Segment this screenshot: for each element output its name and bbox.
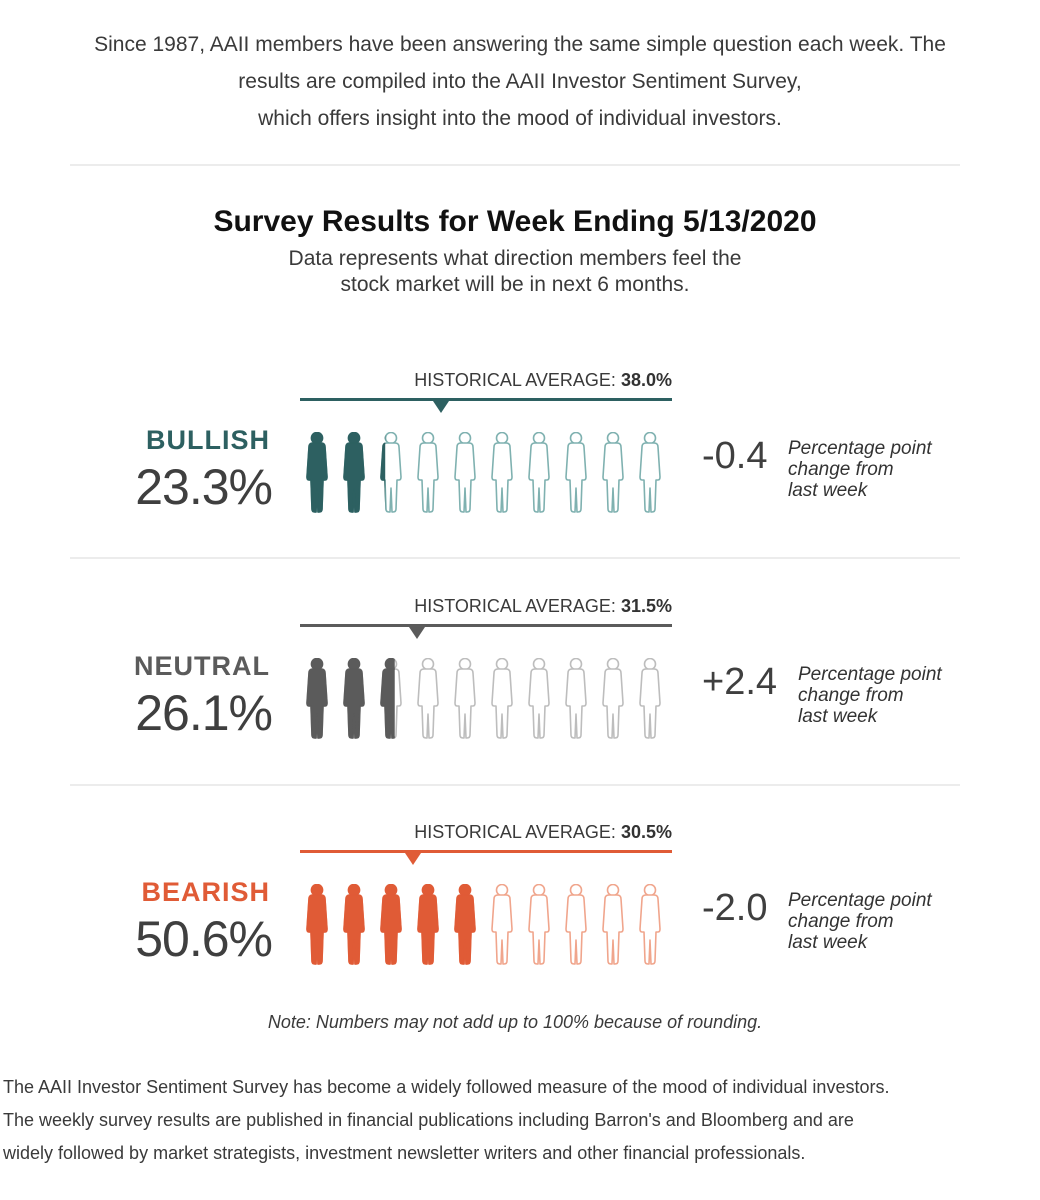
person-body-outline	[492, 443, 512, 512]
person-body-outline	[566, 895, 586, 964]
person-head-outline	[645, 659, 656, 670]
person-head-outline	[423, 433, 434, 444]
person-icon	[529, 885, 549, 965]
person-icon	[603, 885, 623, 965]
historical-average-marker	[431, 398, 451, 413]
weekly-change-value: -0.4	[702, 435, 768, 477]
historical-average-line	[300, 624, 672, 627]
neutral-section	[0, 596, 1040, 796]
bearish-section	[0, 822, 1040, 1022]
person-head-outline	[534, 885, 545, 896]
person-icon	[492, 659, 512, 739]
divider	[70, 164, 960, 166]
person-body-outline	[603, 669, 623, 738]
person-body-outline	[529, 895, 549, 964]
person-icon	[640, 659, 660, 739]
intro-line: results are compiled into the AAII Investor Sentiment Survey,	[238, 70, 802, 93]
person-body-outline	[529, 669, 549, 738]
person-icon	[492, 885, 512, 965]
category-percentage: 50.6%	[135, 911, 272, 967]
footer-line: The AAII Investor Sentiment Survey has become a widely followed measure of the mood of individual investors.	[3, 1077, 890, 1097]
person-icon	[418, 433, 438, 513]
rounding-note: Note: Numbers may not add up to 100% because of rounding.	[267, 1012, 763, 1032]
subtitle-line: Data represents what direction members feel the	[288, 247, 742, 270]
historical-average-label: HISTORICAL AVERAGE: 30.5%	[414, 822, 672, 842]
person-body-outline	[603, 895, 623, 964]
change-note: Percentage point change from last week	[798, 664, 942, 727]
historical-average-label: HISTORICAL AVERAGE: 31.5%	[414, 596, 672, 616]
historical-average-marker	[403, 850, 423, 865]
survey-subtitle	[0, 246, 1030, 298]
survey-title: Survey Results for Week Ending 5/13/2020	[213, 205, 817, 238]
person-icon	[640, 433, 660, 513]
historical-average-value: 38.0%	[620, 370, 672, 390]
category-label: BEARISH	[141, 877, 270, 907]
person-head-outline	[497, 659, 508, 670]
person-fill	[344, 432, 364, 512]
person-body-outline	[603, 443, 623, 512]
person-head-outline	[608, 659, 619, 670]
person-head-outline	[497, 885, 508, 896]
category-percentage: 26.1%	[135, 685, 272, 741]
category-label: NEUTRAL	[134, 651, 270, 681]
intro-text	[20, 26, 1020, 137]
person-body-outline	[640, 443, 660, 512]
divider	[70, 784, 960, 786]
person-icon	[529, 433, 549, 513]
person-head-outline	[534, 659, 545, 670]
person-icon	[603, 433, 623, 513]
person-icon	[455, 659, 475, 739]
person-body-outline	[566, 443, 586, 512]
weekly-change-value: -2.0	[702, 887, 768, 929]
person-fill	[418, 884, 438, 964]
divider	[70, 557, 960, 559]
person-body-outline	[455, 669, 475, 738]
person-body-outline	[418, 669, 438, 738]
person-head-outline	[645, 885, 656, 896]
person-head-outline	[534, 433, 545, 444]
person-fill	[344, 658, 364, 738]
historical-average-value: 30.5%	[620, 822, 672, 842]
bullish-section	[0, 370, 1040, 570]
intro-line: which offers insight into the mood of individual investors.	[258, 107, 782, 130]
historical-average-value: 31.5%	[620, 596, 672, 616]
footer-line: The weekly survey results are published in financial publications including Barron's and Bloomberg and are	[3, 1110, 854, 1130]
person-body-outline	[455, 443, 475, 512]
footer-line: widely followed by market strategists, investment newsletter writers and other financial professionals.	[3, 1143, 806, 1163]
person-icon	[492, 433, 512, 513]
person-fill	[307, 884, 327, 964]
person-icon	[603, 659, 623, 739]
person-icon	[418, 659, 438, 739]
person-fill	[307, 432, 327, 512]
person-icon-row	[300, 884, 672, 994]
person-head-outline	[608, 433, 619, 444]
person-fill	[455, 884, 475, 964]
category-percentage: 23.3%	[135, 459, 272, 515]
change-note: Percentage point change from last week	[788, 438, 932, 501]
person-icon	[566, 885, 586, 965]
person-head-outline	[571, 885, 582, 896]
person-icon-row	[300, 658, 672, 768]
footer-text	[3, 1071, 1038, 1170]
person-head-outline	[423, 659, 434, 670]
category-label: BULLISH	[146, 425, 270, 455]
weekly-change-value: +2.4	[702, 661, 778, 703]
person-icon	[566, 659, 586, 739]
person-head-outline	[571, 433, 582, 444]
person-head-outline	[645, 433, 656, 444]
intro-line: Since 1987, AAII members have been answering the same simple question each week. The	[94, 33, 946, 56]
person-body-outline	[418, 443, 438, 512]
person-body-outline	[566, 669, 586, 738]
person-icon	[529, 659, 549, 739]
person-body-outline	[529, 443, 549, 512]
person-fill	[307, 658, 327, 738]
person-icon-row	[300, 432, 672, 542]
person-body-outline	[640, 669, 660, 738]
person-fill	[344, 884, 364, 964]
historical-average-label: HISTORICAL AVERAGE: 38.0%	[414, 370, 672, 390]
person-icon	[455, 433, 475, 513]
historical-average-line	[300, 850, 672, 853]
historical-average-line	[300, 398, 672, 401]
change-note: Percentage point change from last week	[788, 890, 932, 953]
subtitle-line: stock market will be in next 6 months.	[340, 273, 690, 296]
person-head-outline	[608, 885, 619, 896]
person-body-outline	[492, 895, 512, 964]
person-head-outline	[497, 433, 508, 444]
historical-average-marker	[407, 624, 427, 639]
person-body-outline	[492, 669, 512, 738]
person-head-outline	[460, 433, 471, 444]
person-body-outline	[640, 895, 660, 964]
person-fill	[381, 884, 401, 964]
person-head-outline	[460, 659, 471, 670]
person-icon	[566, 433, 586, 513]
person-head-outline	[386, 433, 397, 444]
person-head-outline	[571, 659, 582, 670]
person-icon	[640, 885, 660, 965]
